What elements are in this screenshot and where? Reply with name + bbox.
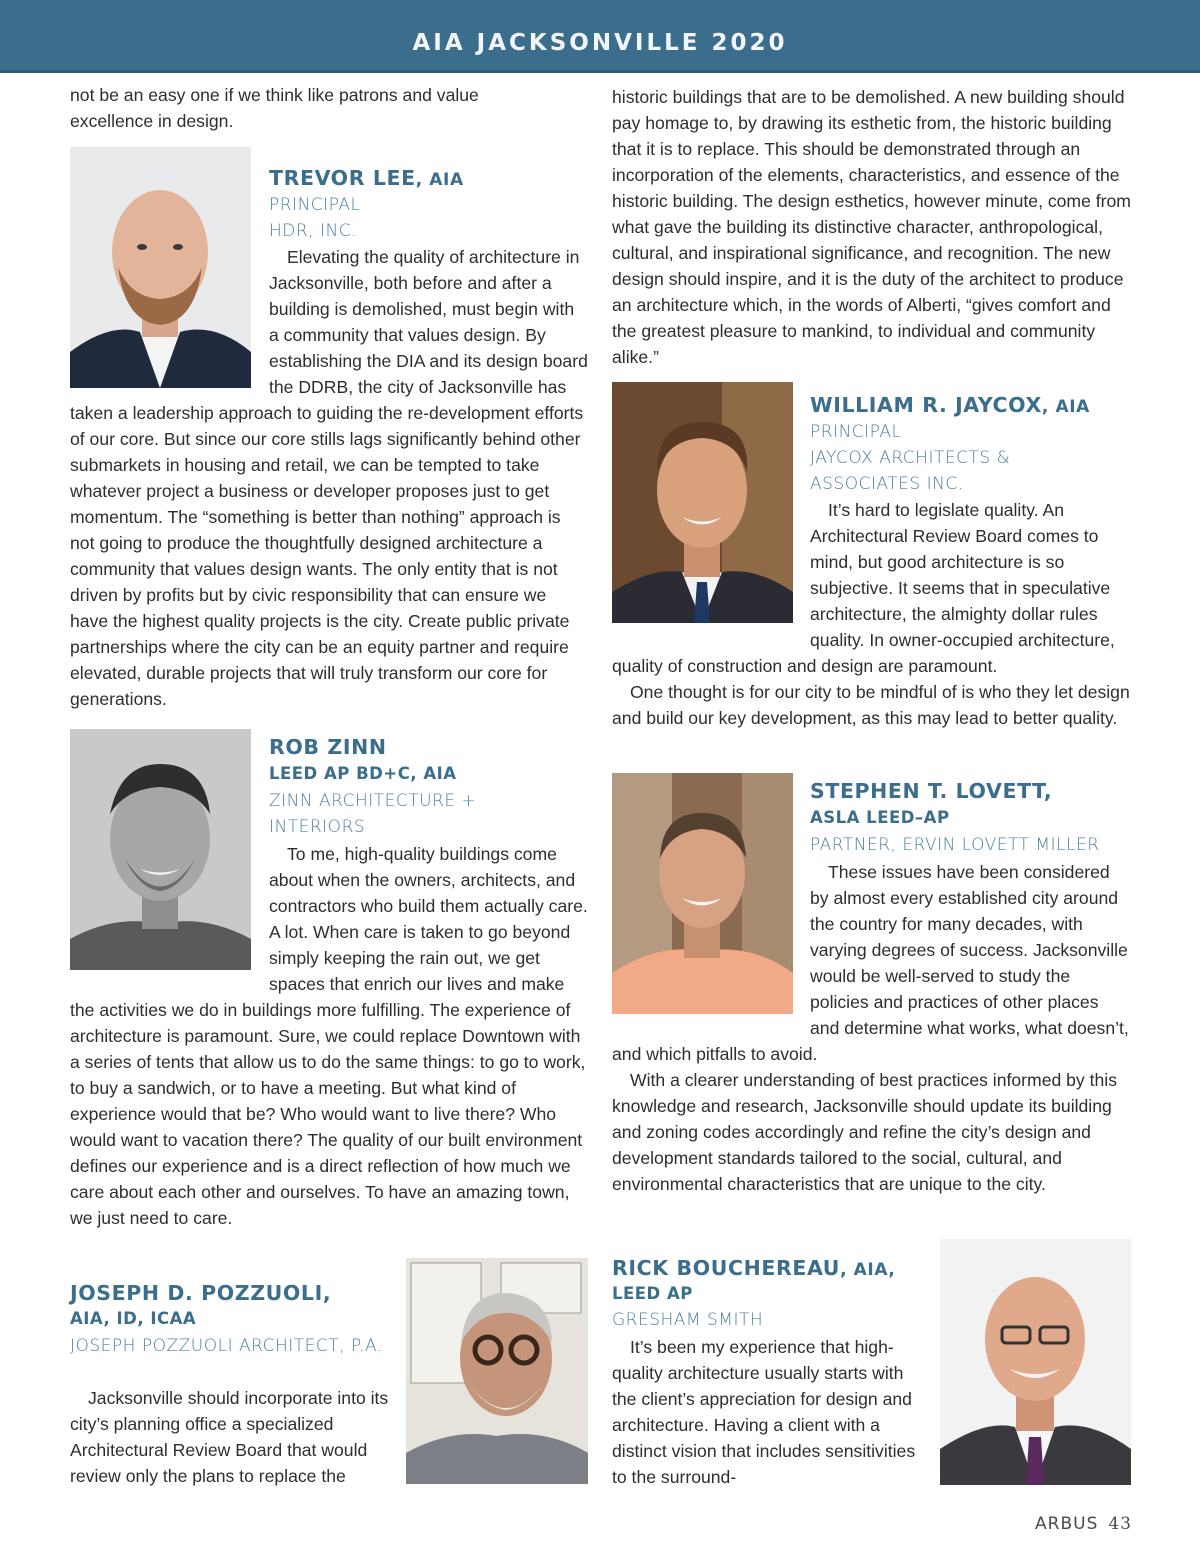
william-jaycox-firm: JAYCOX ARCHITECTS & ASSOCIATES INC. <box>810 448 1011 494</box>
joseph-pozzuoli-statement: Jacksonville should incorporate into its city’s planning office a specialized Architectural Review Board that would review only the plans to replace the <box>70 1388 389 1486</box>
trevor-lee-title: PRINCIPAL <box>269 195 361 215</box>
rick-bouchereau-photo <box>940 1239 1131 1485</box>
rick-bouchereau-statement: It’s been my experience that high-quality architecture usually starts with the client’s appreciation for design and architecture. Having a client with a distinct vision that includes sensitivities to the surround- <box>612 1337 916 1487</box>
trevor-lee-firm: HDR, INC. <box>269 221 357 241</box>
rob-zinn-name: ROB ZINN <box>269 735 387 759</box>
stephen-lovett-name: STEPHEN T. LOVETT, <box>810 779 1053 803</box>
rob-zinn-credentials: LEED AP BD+C, AIA <box>269 764 457 783</box>
continued-statement: historic buildings that are to be demolished. A new building should pay homage to, by drawing its esthetic from, the historic building that it is to replace. This should be demonstrated through an incorporation of the elements, characteristics, and essence of the historic building. The design esthetics, however minute, come from what gave the building its distinctive character, anthropological, cultural, and inspirational significance, and recognition. The new design should inspire, and it is the duty of the architect to produce an architecture which, in the words of Alberti, “gives comfort and the greatest pleasure to mankind, to individual and community alike.” <box>612 87 1131 367</box>
stephen-lovett-statement: These issues have been considered by almost every established city around the country for many decades, with varying degrees of success. Jacksonville would be well-served to study the policies and practices of other places and determine what works, what doesn’t, and which pitfalls to avoid. With a clearer understanding of best practices informed by this knowledge and research, Jacksonville should update its building and zoning codes accordingly and refine the city’s design and development standards tailored to the social, cultural, and environmental characteristics that are unique to the city. <box>612 862 1129 1194</box>
page-header-banner <box>0 0 1200 73</box>
william-jaycox-title: PRINCIPAL <box>810 422 902 442</box>
rick-bouchereau-name: RICK BOUCHEREAU, AIA, <box>612 1256 896 1280</box>
trevor-lee-name: TREVOR LEE, AIA <box>269 166 464 190</box>
stephen-lovett-firm: PARTNER, ERVIN LOVETT MILLER <box>810 835 1100 855</box>
rob-zinn-firm: ZINN ARCHITECTURE + INTERIORS <box>269 791 477 837</box>
joseph-pozzuoli-name: JOSEPH D. POZZUOLI, <box>70 1281 332 1305</box>
footer-page-number: 43 <box>1108 1514 1132 1534</box>
page-footer <box>1035 1514 1132 1534</box>
william-jaycox-name: WILLIAM R. JAYCOX, AIA <box>810 393 1090 417</box>
trevor-lee-statement: Elevating the quality of architecture in Jacksonville, both before and after a building is demolished, must begin with a community that values design. By establishing the DIA and its design board the DDRB, the city of Jacksonville has taken a leadership approach to guiding the re-development efforts of our core. But since our core stills lags significantly behind other submarkets in housing and retail, we can be tempted to take whatever project a business or developer proposes just to get momentum. The “something is better than nothing” approach is not going to produce the thoughtfully designed architecture a community that values design wants. The only entity that is not driven by profits but by civic responsibility that can ensure we have the highest quality projects is the city. Create public private partnerships where the city can be an equity partner and require elevated, durable projects that will truly transform our core for generations. <box>70 247 588 709</box>
intro-paragraph: not be an easy one if we think like patrons and value excellence in design. <box>70 85 479 131</box>
william-jaycox-statement: It’s hard to legislate quality. An Architectural Review Board comes to mind, but good architecture is so subjective. It seems that in speculative architecture, the almighty dollar rules quality. In owner-occupied architecture, quality of construction and design are paramount. One thought is for our city to be mindful of is who they let design and build our key development, as this may lead to better quality. <box>612 500 1130 728</box>
joseph-pozzuoli-firm: JOSEPH POZZUOLI ARCHITECT, P.A. <box>70 1336 383 1356</box>
header-title: AIA JACKSONVILLE 2020 <box>412 30 788 56</box>
rick-bouchereau-firm: GRESHAM SMITH <box>612 1310 764 1330</box>
joseph-pozzuoli-photo <box>406 1258 588 1484</box>
rob-zinn-statement: To me, high-quality buildings come about when the owners, architects, and contractors who build them actually care. A lot. When care is taken to go beyond simply keeping the rain out, we get spaces that enrich our lives and make the activities we do in buildings more fulfilling. The experience of architecture is paramount. Sure, we could replace Downtown with a series of tents that allow us to do the same things: to go to work, to buy a sandwich, or to have a meeting. But what kind of experience would that be? Who would want to live there? Who would want to vacation there? The quality of our built environment defines our experience and is a direct reflection of how much we care about each other and ourselves. To have an amazing town, we just need to care. <box>70 844 588 1228</box>
footer-publication: ARBUS <box>1035 1514 1099 1534</box>
rick-bouchereau-credentials: LEED AP <box>612 1284 693 1303</box>
stephen-lovett-credentials: ASLA LEED–AP <box>810 808 950 827</box>
joseph-pozzuoli-credentials: AIA, ID, ICAA <box>70 1309 197 1328</box>
